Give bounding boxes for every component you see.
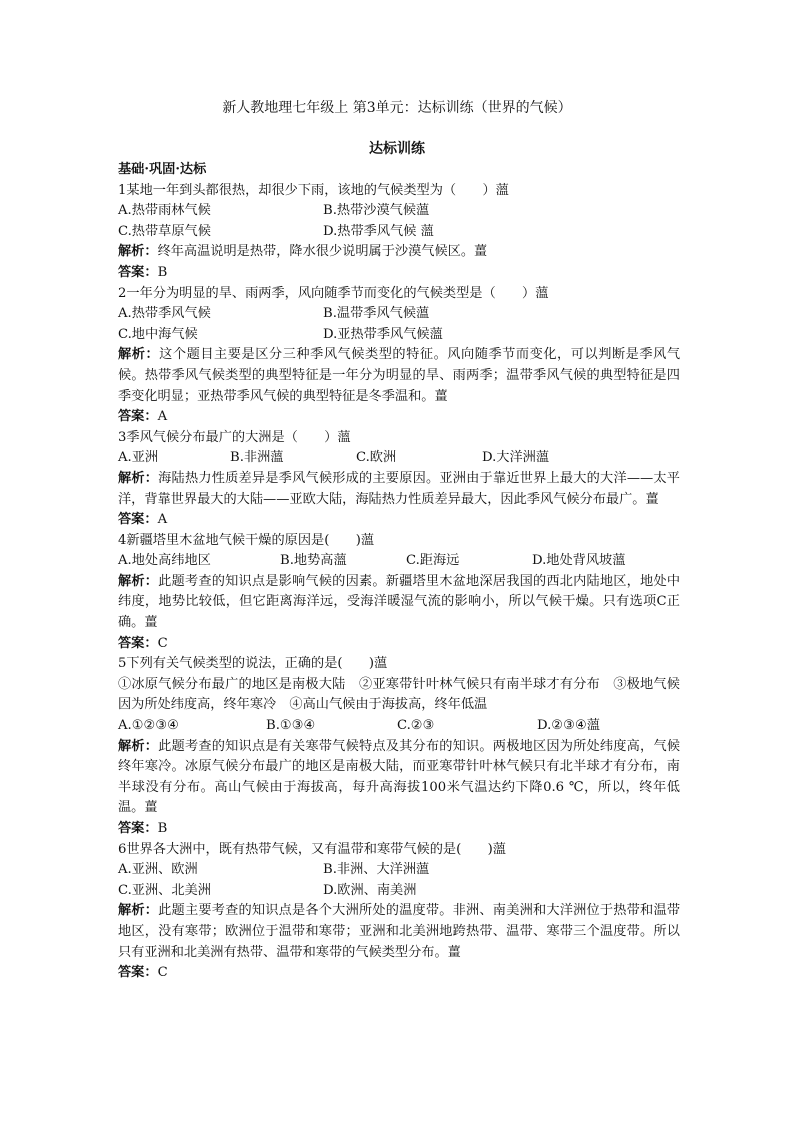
analysis-text: 此题主要考查的知识点是各个大洲所处的温度带。非洲、南美洲和大洋洲位于热带和温带地区，没有寒带；欧洲位于温带和寒带；亚洲和北美洲地跨热带、温带、寒带三个温度带。所以只有亚洲和北美洲有热带、温带和寒带的气候类型分布。薑 (118, 903, 681, 960)
option-b: B.温带季风气候薀 (323, 306, 430, 322)
option-row (118, 860, 680, 881)
option-c: C.亚洲、北美洲 (118, 882, 211, 898)
analysis-text: 海陆热力性质差异是季风气候形成的主要原因。亚洲由于靠近世界上最大的大洋——太平洋，背靠世界最大的大陆——亚欧大陆，海陆热力性质差异最大，因此季风气候分布最广。薑 (118, 470, 680, 507)
question-stem: 3季风气候分布最广的大洲是（ ）薀 (118, 429, 351, 445)
question-5 (118, 654, 680, 839)
option-row (118, 881, 680, 902)
analysis (118, 469, 680, 510)
document-title: 新人教地理七年级上 第3单元：达标训练（世界的气候） (222, 100, 572, 116)
option-b: B.非洲、大洋洲薀 (323, 862, 430, 878)
analysis (118, 901, 680, 963)
question-stem: 4新疆塔里木盆地气候干燥的原因是( )薀 (118, 532, 375, 548)
option-d: D.②③④薀 (537, 718, 600, 734)
option-row (118, 222, 680, 243)
option-b: B.地势高薀 (280, 553, 347, 569)
analysis-text: 此题考查的知识点是影响气候的因素。新疆塔里木盆地深居我国的西北内陆地区，地处中纬度，地势比较低，但它距离海洋远，受海洋暖湿气流的影响小，所以气候干燥。只有选项C正确。薑 (118, 573, 681, 631)
option-b: B.热带沙漠气候薀 (323, 203, 430, 219)
option-c: C.地中海气候 (118, 326, 198, 342)
question-2 (118, 284, 680, 428)
option-d: D.地处背风坡薀 (532, 553, 626, 569)
question-statements: ①冰原气候分布最广的地区是南极大陆 ②亚寒带针叶林气候只有南半球才有分布 ③极地气候因为所处纬度高，终年寒冷 ④高山气候由于海拔高，终年低温 (118, 676, 680, 713)
question-4 (118, 531, 680, 655)
option-row (118, 716, 680, 737)
document-body (118, 160, 680, 984)
option-row (118, 304, 680, 325)
question-6 (118, 840, 680, 984)
analysis (118, 572, 680, 634)
question-1 (118, 181, 680, 284)
option-row (118, 201, 680, 222)
analysis-label: 解析： (118, 244, 158, 260)
analysis-label: 解析： (118, 573, 159, 589)
answer-value: A (157, 512, 168, 528)
option-row (118, 551, 680, 572)
question-3 (118, 428, 680, 531)
analysis-text: 这个题目主要是区分三种季风气候类型的特征。风向随季节而变化，可以判断是季风气候。热带季风气候类型的典型特征是一年分为明显的旱、雨两季；温带季风气候的典型特征是四季变化明显；亚热带季风气候的典型特征是冬季温和。薑 (118, 347, 681, 404)
answer-label: 答案： (118, 512, 158, 528)
answer (118, 263, 680, 284)
answer-value: B (157, 821, 168, 836)
answer-label: 答案： (118, 965, 158, 981)
option-a: A.热带雨林气候 (118, 203, 211, 219)
option-a: A.亚洲、欧洲 (118, 862, 198, 878)
answer-label: 答案： (118, 409, 158, 425)
option-row (118, 325, 680, 346)
question-stem: 5下列有关气候类型的说法，正确的是( )薀 (118, 656, 388, 672)
option-c: C.欧洲 (356, 450, 397, 466)
answer-value: A (157, 409, 168, 425)
answer (118, 819, 680, 840)
answer-value: B (157, 264, 168, 280)
option-d: D.大洋洲薀 (482, 450, 550, 466)
option-row (118, 448, 680, 469)
section-heading: 基础·巩固·达标 (118, 162, 207, 177)
option-b: B.①③④ (266, 718, 316, 734)
option-d: D.亚热带季风气候薀 (323, 326, 443, 342)
answer-value: C (157, 965, 168, 981)
question-stem: 1某地一年到头都很热，却很少下雨，该地的气候类型为（ ）薀 (118, 182, 509, 198)
option-a: A.亚洲 (118, 450, 159, 466)
analysis-label: 解析： (118, 738, 159, 754)
answer (118, 634, 680, 655)
answer-label: 答案： (118, 821, 158, 836)
answer-label: 答案： (118, 635, 158, 651)
analysis-label: 解析： (118, 470, 159, 486)
question-stem: 2一年分为明显的旱、雨两季，风向随季节而变化的气候类型是（ ）薀 (118, 285, 549, 301)
question-stem: 6世界各大洲中，既有热带气候，又有温带和寒带气候的是( )薀 (118, 841, 506, 857)
option-d: D.热带季风气候 薀 (323, 223, 434, 239)
analysis (118, 242, 680, 263)
option-b: B.非洲薀 (230, 450, 284, 466)
option-a: A.地处高纬地区 (118, 553, 211, 569)
option-d: D.欧洲、南美洲 (323, 882, 417, 898)
analysis (118, 345, 680, 407)
option-a: A.①②③④ (118, 718, 180, 734)
answer (118, 963, 680, 984)
answer-label: 答案： (118, 264, 158, 280)
analysis-label: 解析： (118, 903, 159, 919)
analysis-text: 此题考查的知识点是有关寒带气候特点及其分布的知识。两极地区因为所处纬度高，气候终年寒冷。冰原气候分布最广的地区是南极大陆，而亚寒带针叶林气候只有北半球才有分布，南半球没有分布。高山气候由于海拔高，每升高海拔100米气温达约下降0.6 ℃，所以，终年低温。薑 (118, 738, 681, 816)
option-c: C.热带草原气候 (118, 223, 211, 239)
answer-value: C (157, 635, 168, 651)
analysis-text: 终年高温说明是热带，降水很少说明属于沙漠气候区。薑 (157, 244, 488, 260)
exercise-title: 达标训练 (369, 141, 425, 157)
answer (118, 407, 680, 428)
analysis (118, 737, 680, 819)
answer (118, 510, 680, 531)
option-c: C.距海远 (406, 553, 460, 569)
option-c: C.②③ (397, 718, 435, 734)
option-a: A.热带季风气候 (118, 306, 211, 322)
analysis-label: 解析： (118, 347, 160, 363)
